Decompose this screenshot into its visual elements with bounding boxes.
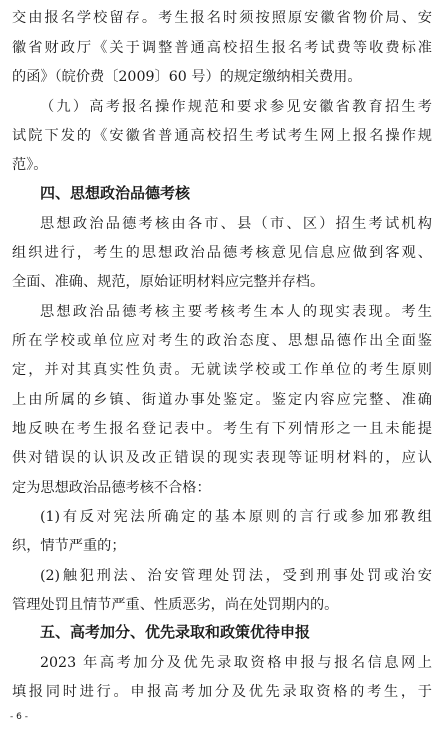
section-heading: 四、思想政治品德考核 <box>40 184 191 202</box>
paragraph-line: 填报同时进行。申报高考加分及优先录取资格的考生，于 <box>12 684 432 700</box>
list-item-line: (1)有反对宪法所确定的基本原则的言行或参加邪教组 <box>40 509 432 525</box>
paragraph-line: 供对错误的认识及改正错误的现实表现等证明材料的，应认 <box>12 450 432 466</box>
list-item-line: (2)触犯刑法、治安管理处罚法，受到刑事处罚或治安 <box>40 568 432 584</box>
paragraph-line: 思想政治品德考核由各市、县（市、区）招生考试机构 <box>40 216 432 232</box>
paragraph-line: 定，并对其真实性负责。无就读学校或工作单位的考生原则 <box>12 362 432 378</box>
paragraph-line: 2023 年高考加分及优先录取资格申报与报名信息网上 <box>40 655 432 671</box>
list-item-line: 管理处罚且情节严重、性质恶劣，尚在处罚期内的。 <box>12 597 339 613</box>
paragraph-line: 组织进行，考生的思想政治品德考核意见信息应做到客观、 <box>12 245 432 261</box>
paragraph-line: 思想政治品德考核主要考核考生本人的现实表现。考生 <box>40 304 432 320</box>
paragraph-line: 地反映在考生报名登记表中。考生有下列情形之一且未能提 <box>12 421 432 437</box>
page-number: - 6 - <box>10 712 28 722</box>
section-heading: 五、高考加分、优先录取和政策优待申报 <box>40 623 311 641</box>
list-item-line: 织，情节严重的； <box>12 538 126 554</box>
paragraph-line: 试院下发的《安徽省普通高校招生考试考生网上报名操作规 <box>12 128 432 144</box>
paragraph-line: 范》。 <box>12 157 48 173</box>
paragraph-line: 定为思想政治品德考核不合格： <box>12 480 211 496</box>
paragraph-line: 所在学校或单位应对考生的政治态度、思想品德作出全面鉴 <box>12 333 432 349</box>
paragraph-line: 徽省财政厅《关于调整普通高校招生报名考试费等收费标准 <box>12 40 432 56</box>
paragraph-line: 交由报名学校留存。考生报名时须按照原安徽省物价局、安 <box>12 10 432 26</box>
paragraph-line: 上由所属的乡镇、街道办事处鉴定。鉴定内容应完整、准确 <box>12 392 432 408</box>
paragraph-line: （九）高考报名操作规范和要求参见安徽省教育招生考 <box>40 99 432 115</box>
paragraph-line: 的函》（皖价费〔2009〕60 号）的规定缴纳相关费用。 <box>12 69 362 85</box>
paragraph-line: 全面、准确、规范，原始证明材料应完整并存档。 <box>12 274 325 290</box>
